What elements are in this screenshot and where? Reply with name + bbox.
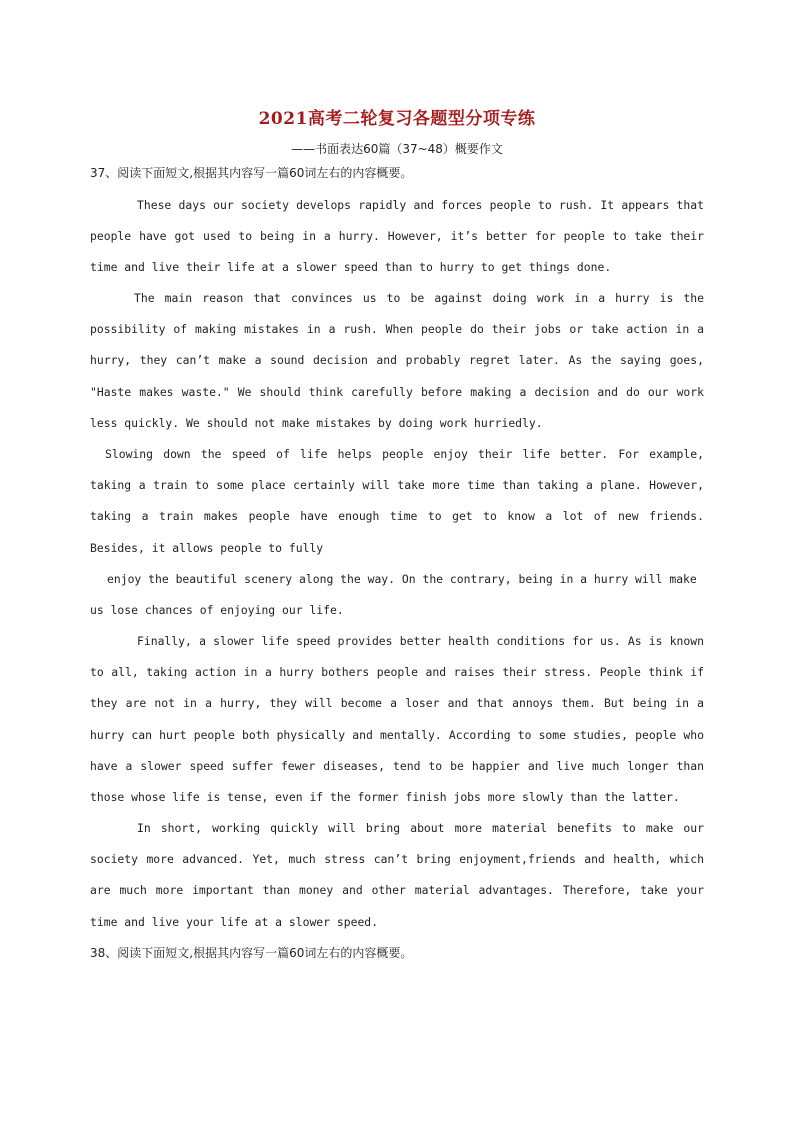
document-subtitle: ——书面表达60篇（37~48）概要作文 <box>291 142 503 156</box>
passage-paragraph-1: These days our society develops rapidly and forces people to rush. It appears that people have got used to being in a hurry. However, it’s better for people to take their time and live their life at a slower speed than to hurry to get things done. <box>90 198 704 275</box>
passage-paragraph-4-line-1: enjoy the beautiful scenery along the way. On the contrary, being in a hurry will make <box>107 572 697 586</box>
question-37-heading: 37、阅读下面短文,根据其内容写一篇60词左右的内容概要。 <box>90 166 413 180</box>
passage-paragraph-3: Slowing down the speed of life helps people enjoy their life better. For example, taking a train to some place certainly will take more time than taking a plane. However, taking a train makes people have enough time to get to know a lot of new friends. Besides, it allows people to fully <box>90 447 704 555</box>
passage-paragraph-6: In short, working quickly will bring about more material benefits to make our society more advanced. Yet, much stress can’t bring enjoyment,friends and health, which are much more important than money and other material advantages. Therefore, take your time and live your life at a slower speed. <box>90 821 704 929</box>
passage-paragraph-2: The main reason that convinces us to be against doing work in a hurry is the possibility of making mistakes in a rush. When people do their jobs or take action in a hurry, they can’t make a sound decision and probably regret later. As the saying goes, "Haste makes waste." We should think carefully before making a decision and do our work less quickly. We should not make mistakes by doing work hurriedly. <box>90 291 704 430</box>
passage-paragraph-4-line-2: us lose chances of enjoying our life. <box>90 603 344 617</box>
document-title: 2021高考二轮复习各题型分项专练 <box>258 109 536 129</box>
passage-paragraph-5: Finally, a slower life speed provides better health conditions for us. As is known to all, taking action in a hurry bothers people and raises their stress. People think if they are not in a hurry, they will become a loser and that annoys them. But being in a hurry can hurt people both physically and mentally. According to some studies, people who have a slower speed suffer fewer diseases, tend to be happier and live much longer than those whose life is tense, even if the former finish jobs more slowly than the latter. <box>90 634 704 805</box>
question-38-heading: 38、阅读下面短文,根据其内容写一篇60词左右的内容概要。 <box>90 946 413 960</box>
